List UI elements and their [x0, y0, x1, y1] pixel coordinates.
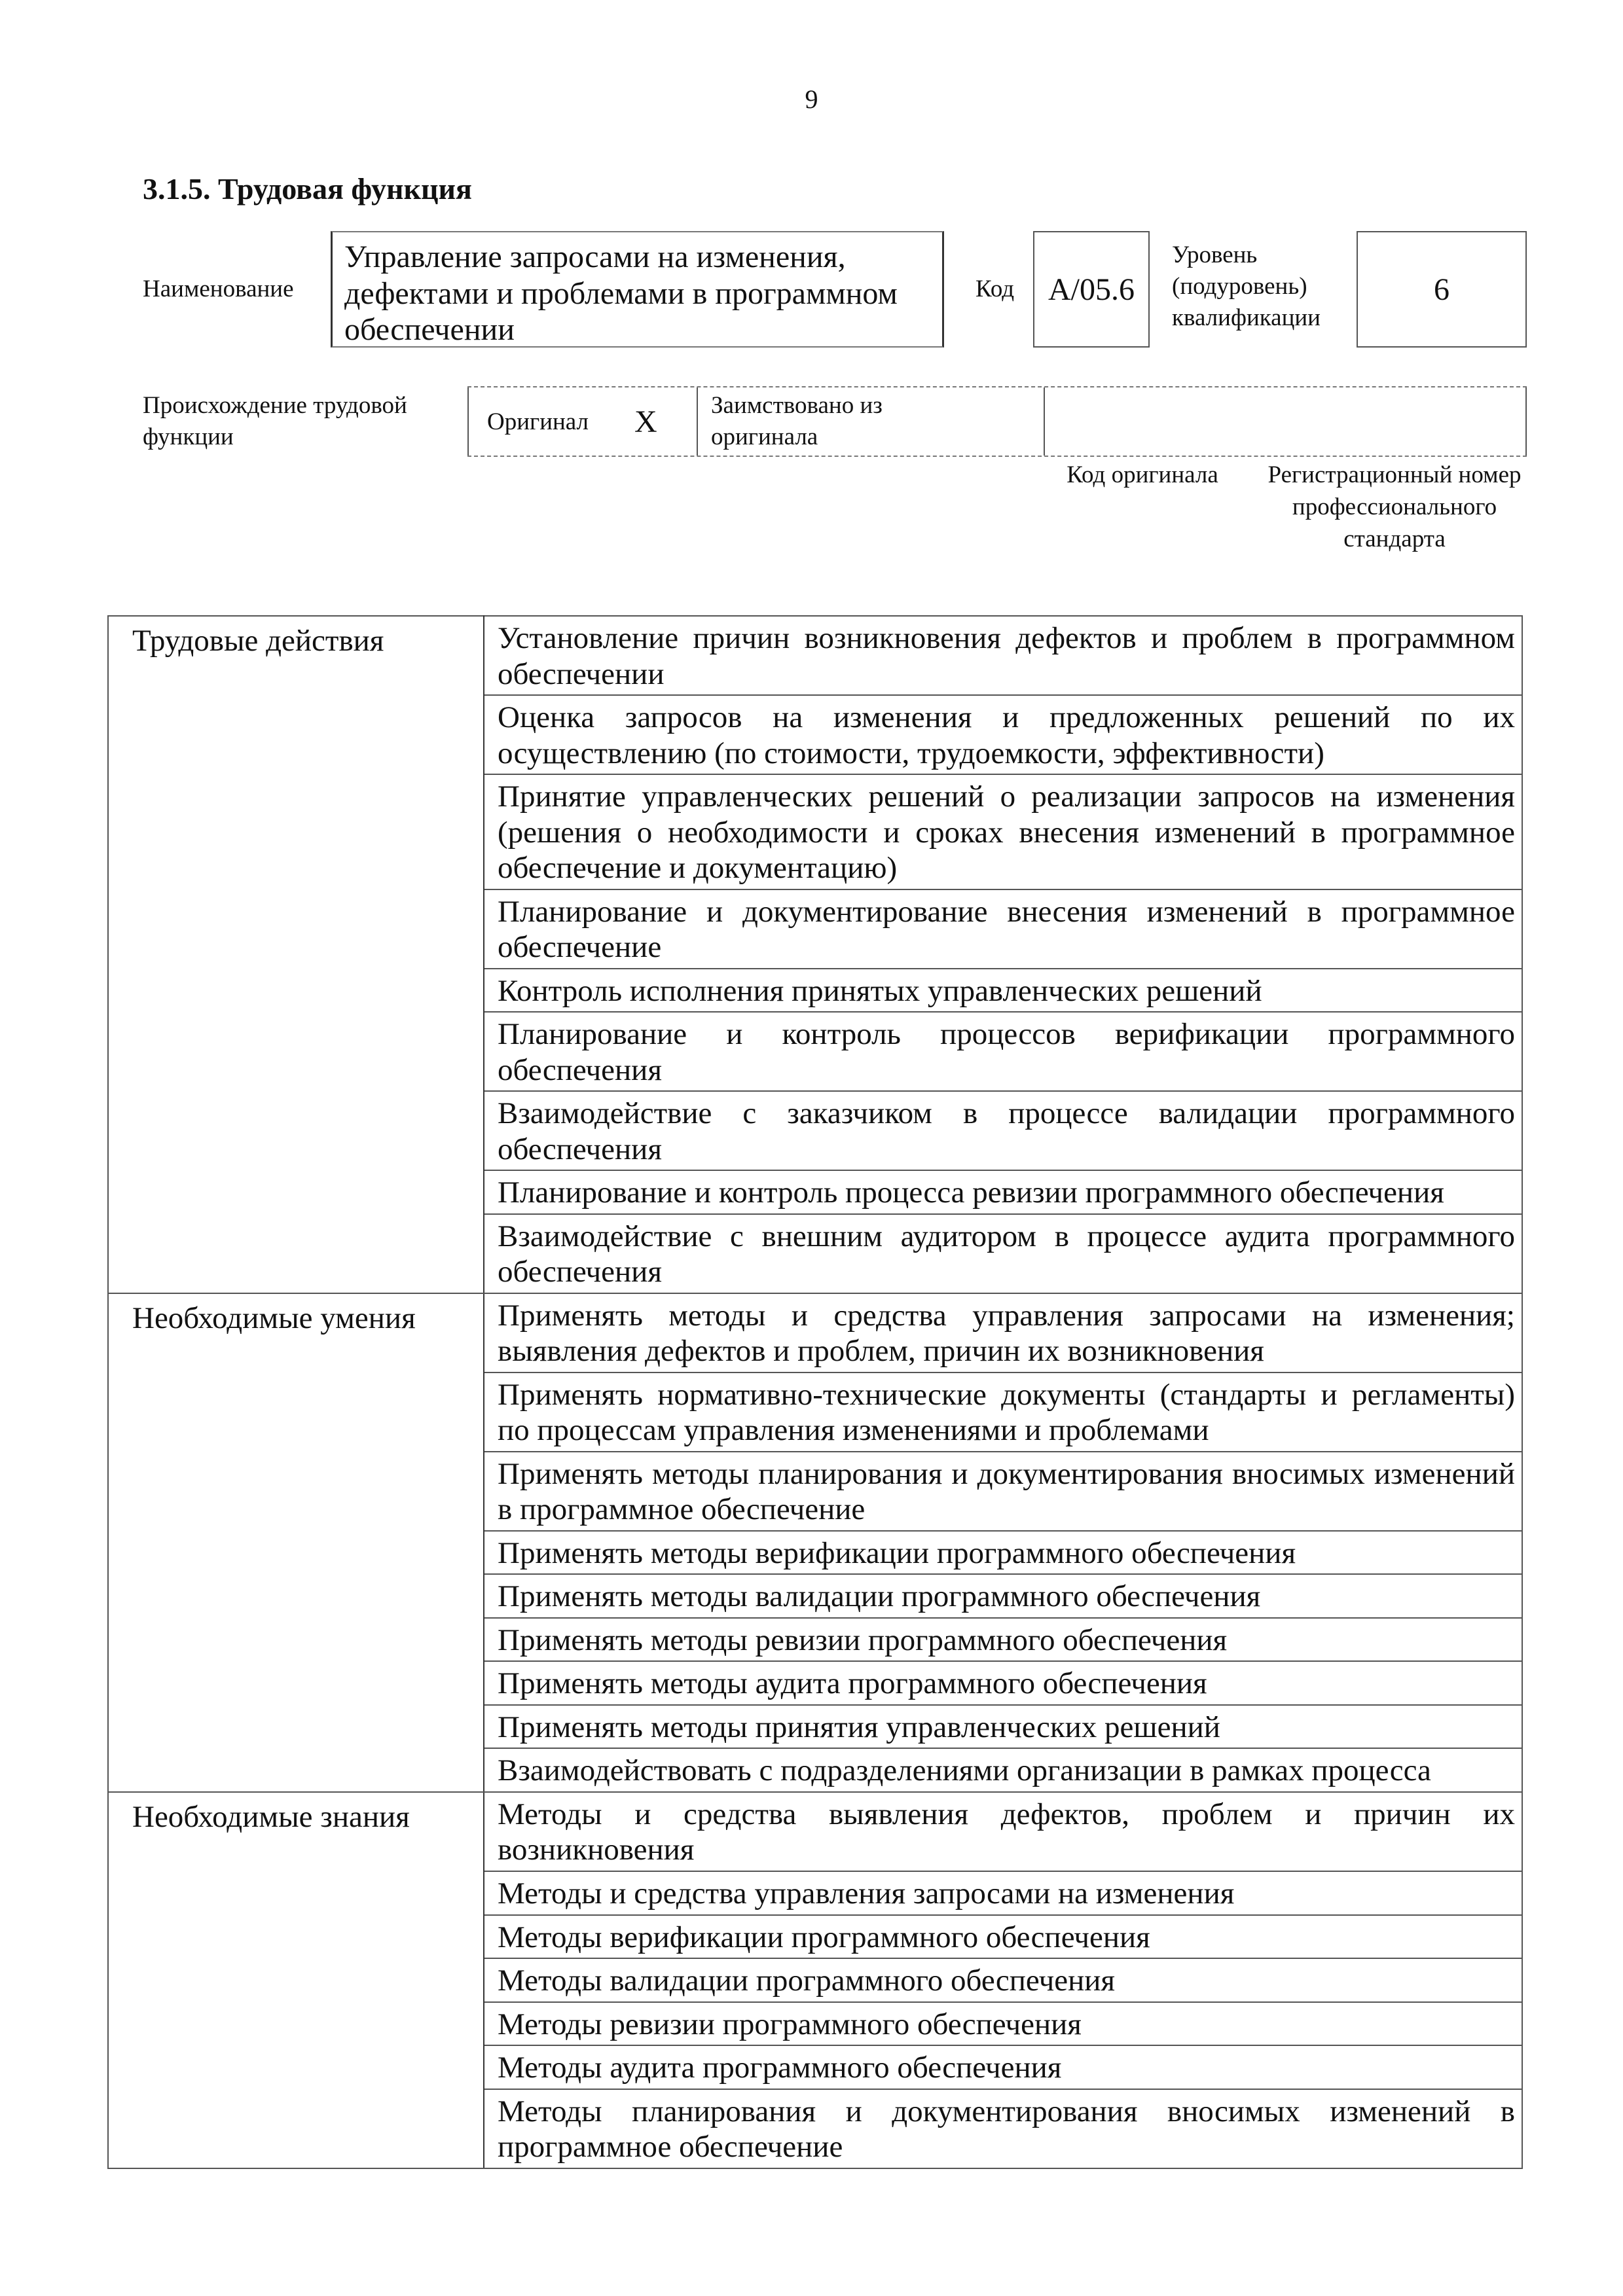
origin-label: Происхождение трудовой функции — [143, 392, 407, 451]
list-item: Контроль исполнения принятых управленческих решений — [484, 969, 1522, 1013]
list-item: Применять нормативно-технические документы (стандарты и регламенты) по процессам управления изменениями и проблемами — [484, 1372, 1522, 1452]
original-label: Оригинал — [487, 408, 589, 435]
name-value: Управление запросами на изменения, дефектами и проблемами в программном обеспечении — [331, 231, 944, 348]
list-item: Применять методы и средства управления запросами на изменения; выявления дефектов и проблем, причин их возникновения — [484, 1293, 1522, 1372]
list-item: Взаимодействовать с подразделениями организации в рамках процесса — [484, 1748, 1522, 1792]
section-category: Необходимые знания — [108, 1792, 484, 2168]
list-item: Методы аудита программного обеспечения — [484, 2045, 1522, 2089]
list-item: Применять методы аудита программного обеспечения — [484, 1661, 1522, 1705]
empty-code-cell — [1044, 387, 1527, 456]
section-category: Необходимые умения — [108, 1293, 484, 1792]
list-item: Методы верификации программного обеспечения — [484, 1915, 1522, 1959]
original-cell — [467, 387, 697, 456]
table-row — [108, 1293, 1522, 1372]
code-label: Код — [976, 276, 1015, 302]
list-item: Методы ревизии программного обеспечения — [484, 2002, 1522, 2046]
list-item: Методы планирования и документирования вносимых изменений в программное обеспечение — [484, 2089, 1522, 2168]
list-item: Методы валидации программного обеспечения — [484, 1958, 1522, 2002]
borrowed-cell — [697, 387, 1044, 456]
table-row — [108, 616, 1522, 695]
level-value: 6 — [1357, 231, 1527, 348]
list-item: Установление причин возникновения дефектов и проблем в программном обеспечении — [484, 616, 1522, 695]
list-item: Планирование и контроль процессов верификации программного обеспечения — [484, 1012, 1522, 1091]
code-original-label: Код оригинала — [1067, 461, 1218, 488]
code-value: A/05.6 — [1033, 231, 1150, 348]
list-item: Применять методы планирования и документирования вносимых изменений в программное обеспечение — [484, 1452, 1522, 1531]
list-item: Методы и средства выявления дефектов, проблем и причин их возникновения — [484, 1792, 1522, 1871]
section-title: 3.1.5. Трудовая функция — [143, 172, 472, 206]
list-item: Взаимодействие с внешним аудитором в процессе аудита программного обеспечения — [484, 1214, 1522, 1293]
section-category: Трудовые действия — [108, 616, 484, 1293]
list-item: Оценка запросов на изменения и предложенных решений по их осуществлению (по стоимости, трудоемкости, эффективности) — [484, 695, 1522, 774]
list-item: Планирование и документирование внесения изменений в программное обеспечение — [484, 889, 1522, 969]
level-label: Уровень (подуровень) квалификации — [1172, 242, 1321, 332]
reg-number-label: Регистрационный номер профессионального стандарта — [1267, 461, 1522, 552]
borrowed-label: Заимствовано из оригинала — [711, 391, 883, 450]
list-item: Методы и средства управления запросами на изменения — [484, 1871, 1522, 1915]
functions-table — [107, 615, 1523, 2169]
name-label: Наименование — [143, 276, 294, 302]
list-item: Применять методы верификации программного обеспечения — [484, 1531, 1522, 1575]
original-mark: X — [634, 404, 657, 439]
list-item: Планирование и контроль процесса ревизии программного обеспечения — [484, 1170, 1522, 1214]
list-item: Применять методы принятия управленческих решений — [484, 1705, 1522, 1749]
table-row — [108, 1792, 1522, 1871]
list-item: Взаимодействие с заказчиком в процессе валидации программного обеспечения — [484, 1091, 1522, 1170]
list-item: Применять методы ревизии программного обеспечения — [484, 1618, 1522, 1662]
list-item: Применять методы валидации программного обеспечения — [484, 1574, 1522, 1618]
page-number: 9 — [805, 84, 818, 114]
origin-row — [467, 386, 1527, 457]
list-item: Принятие управленческих решений о реализации запросов на изменения (решения о необходимости и сроках внесения изменений в программное обеспечение и документацию) — [484, 774, 1522, 889]
